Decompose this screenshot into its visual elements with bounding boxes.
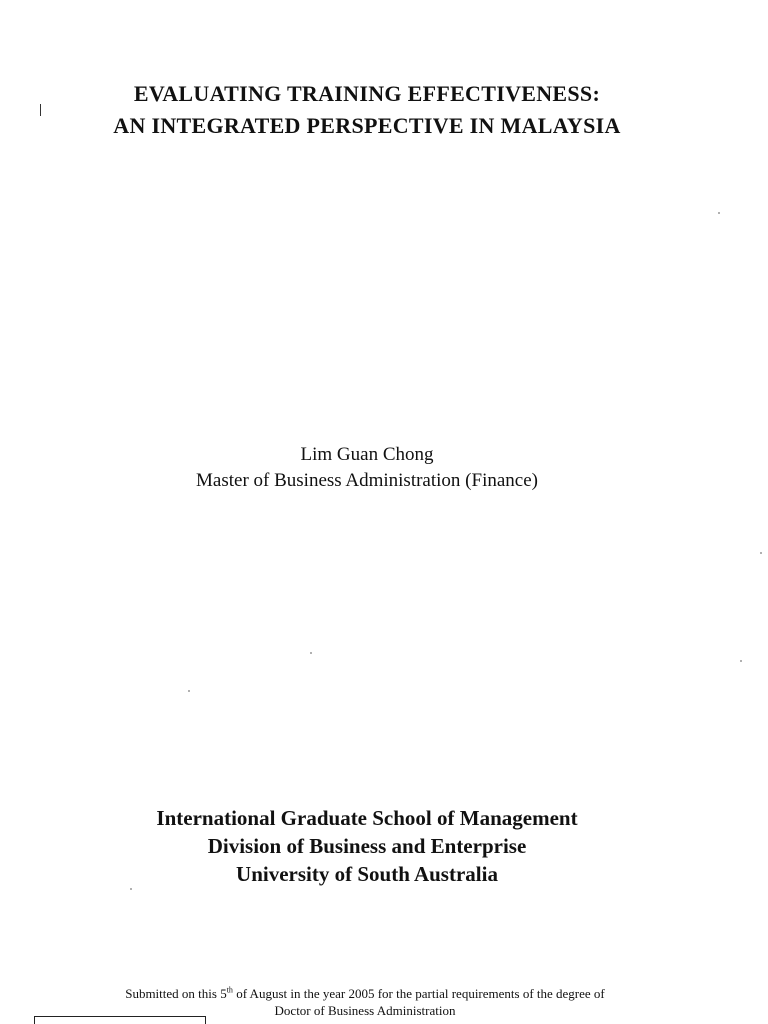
- title-line-1: EVALUATING TRAINING EFFECTIVENESS:: [133, 81, 601, 106]
- scan-speck: [740, 660, 742, 662]
- scan-speck: [760, 552, 762, 554]
- bottom-rule-left-tick: [34, 1016, 35, 1024]
- school-name: International Graduate School of Management: [156, 806, 578, 830]
- author-name: Lim Guan Chong: [300, 444, 434, 465]
- scan-speck: [310, 652, 312, 654]
- university-name: University of South Australia: [236, 862, 498, 886]
- author-qualification: Master of Business Administration (Finance): [196, 470, 538, 491]
- submission-suffix: of August in the year 2005 for the partial requirements of the degree of: [232, 986, 605, 1001]
- submission-statement: [0, 985, 730, 1019]
- division-name: Division of Business and Enterprise: [207, 834, 527, 858]
- bottom-rule-right-tick: [205, 1016, 206, 1024]
- title-line-2: AN INTEGRATED PERSPECTIVE IN MALAYSIA: [113, 113, 621, 138]
- scan-speck: [130, 888, 132, 890]
- scan-speck: [718, 212, 720, 214]
- scan-speck: [188, 690, 190, 692]
- degree-name: Doctor of Business Administration: [274, 1003, 456, 1018]
- submission-line: [0, 985, 730, 1002]
- bottom-rule: [34, 1016, 206, 1017]
- ordinal-suffix: th: [226, 985, 233, 995]
- author-block: [0, 442, 734, 494]
- thesis-title: [0, 78, 734, 142]
- submission-prefix: Submitted on this 5: [125, 986, 227, 1001]
- institution-block: [0, 804, 734, 888]
